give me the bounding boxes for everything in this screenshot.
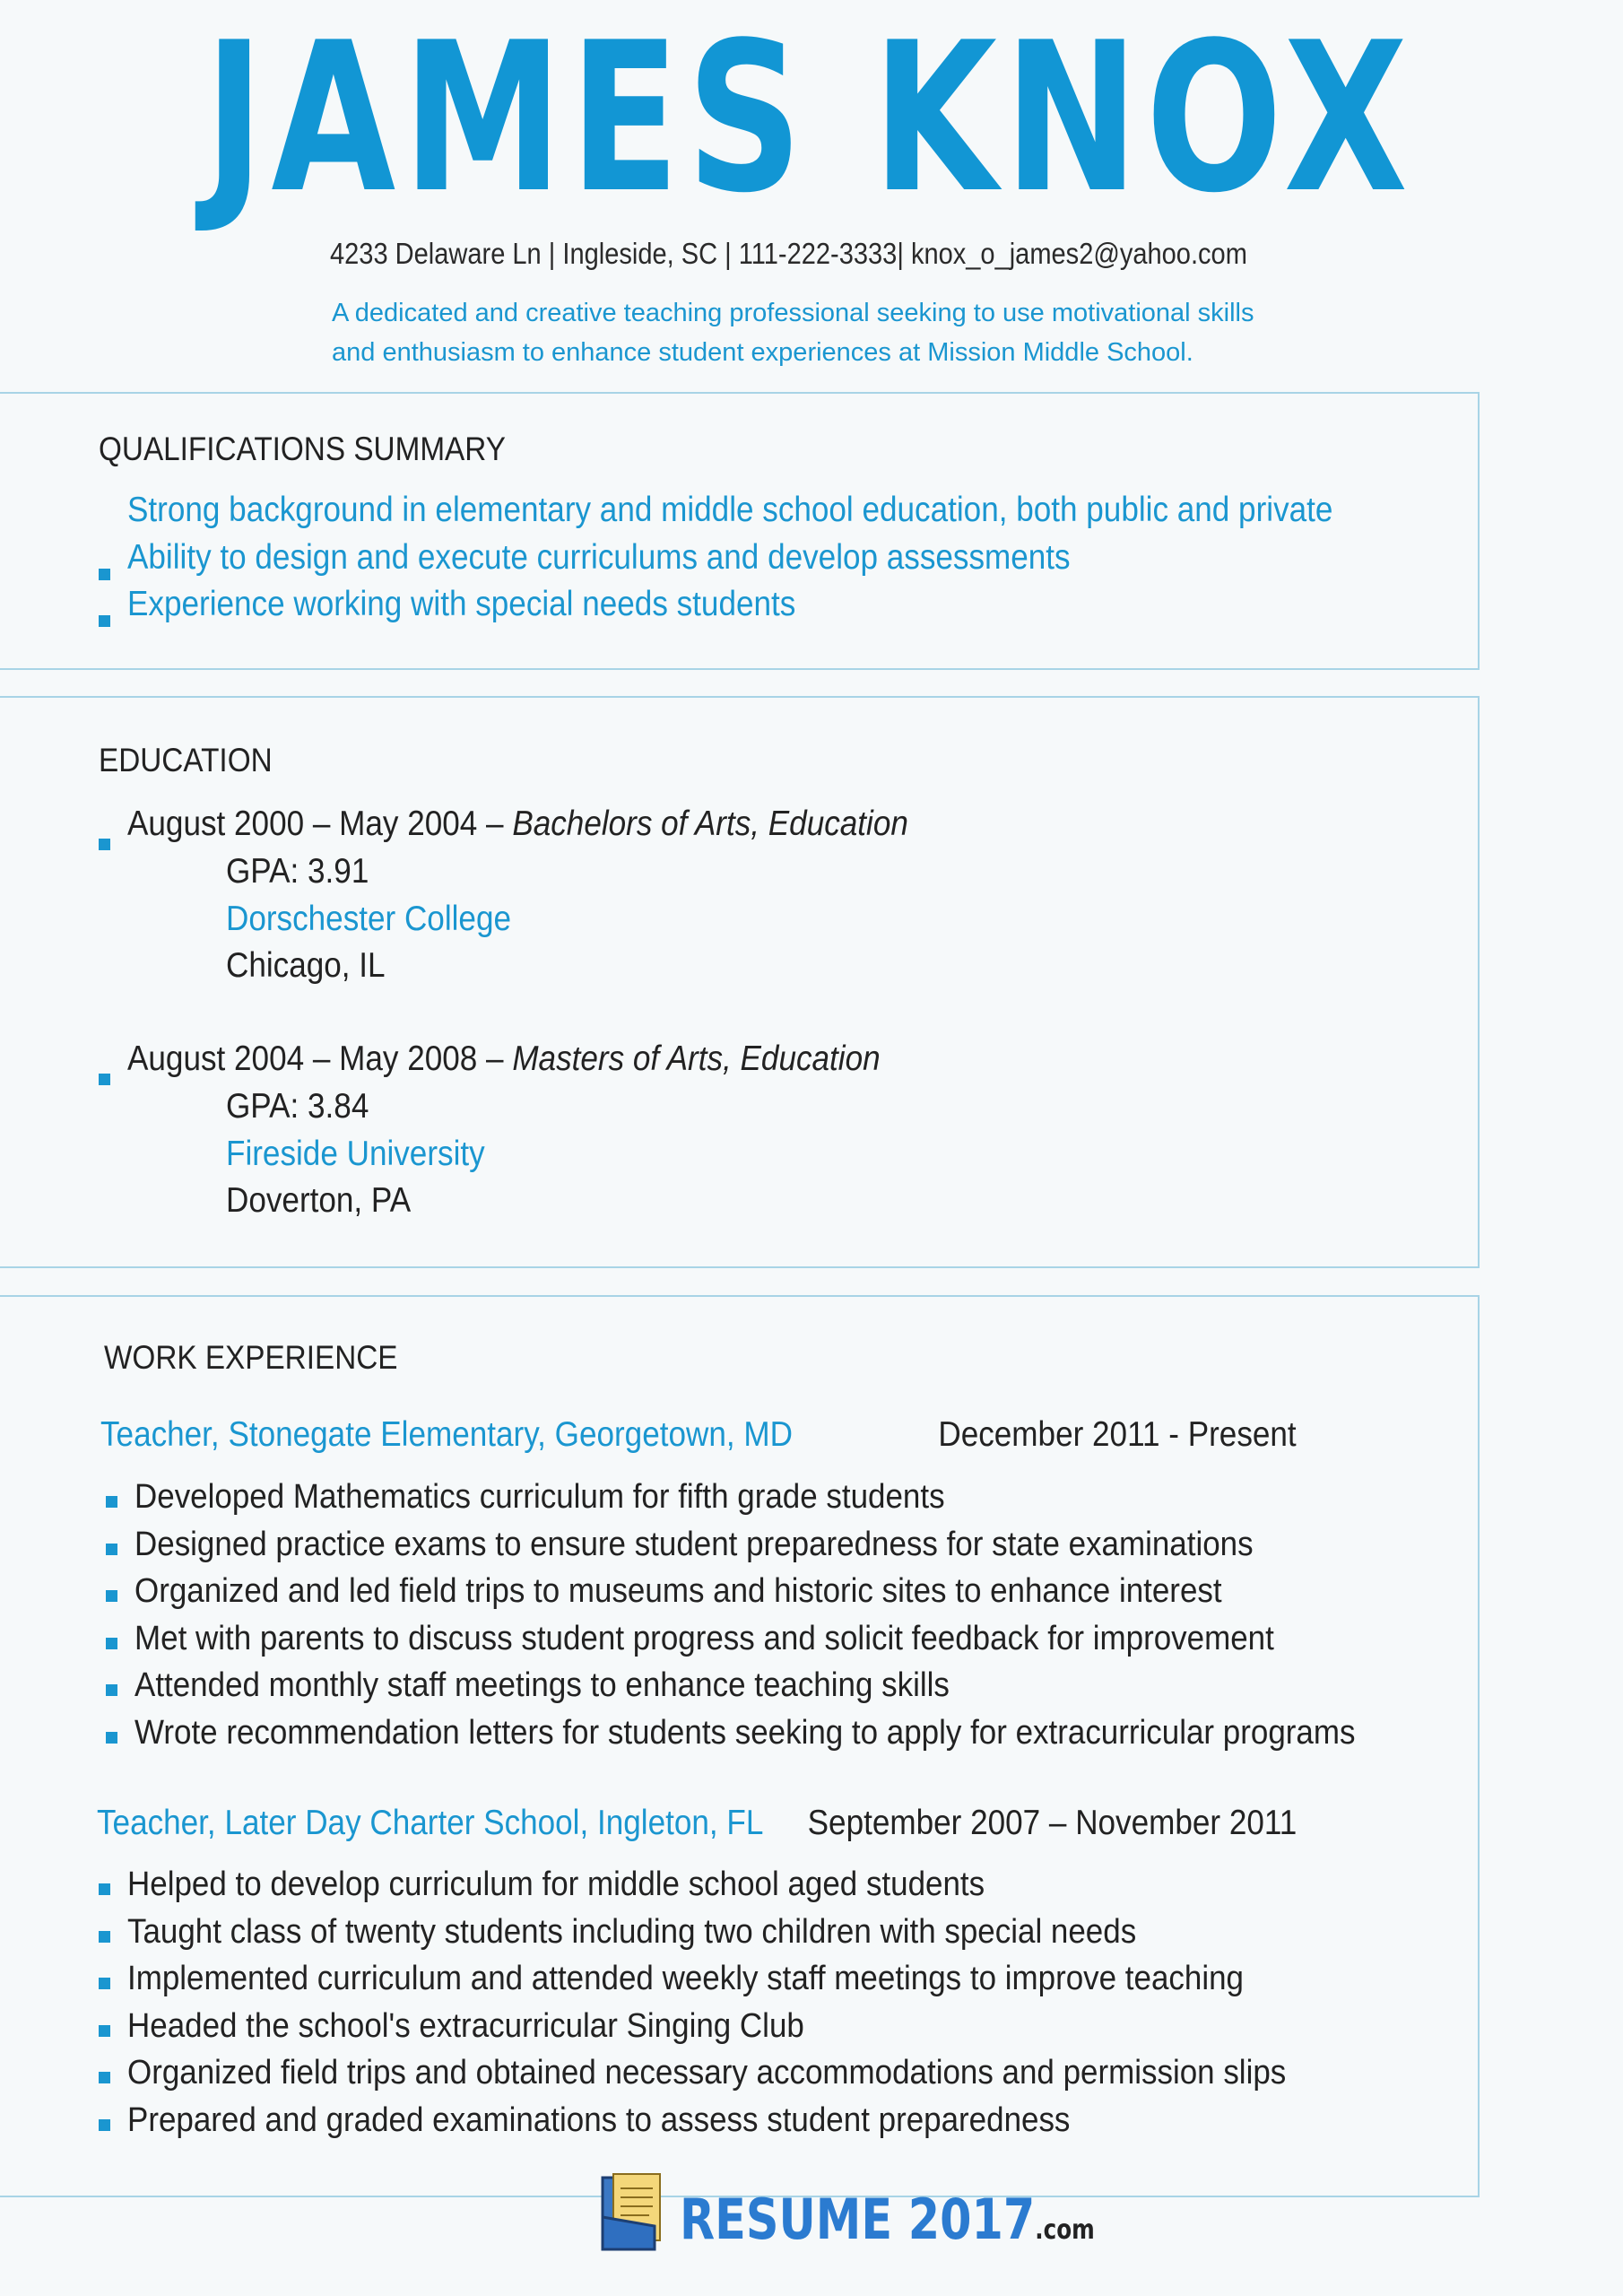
objective-line: and enthusiasm to enhance student experiences at Mission Middle School. bbox=[332, 338, 1193, 367]
bullet-square-icon bbox=[99, 839, 110, 850]
qualifications-section bbox=[0, 392, 1480, 670]
bullet-square-icon bbox=[99, 1883, 110, 1895]
objective bbox=[332, 293, 1363, 372]
qualification-item: Strong background in elementary and middle school education, both public and private bbox=[127, 491, 1333, 529]
bullet-square-icon bbox=[106, 1496, 117, 1508]
job-bullet: Organized and led field trips to museums and historic sites to enhance interest bbox=[135, 1572, 1222, 1610]
bullet-square-icon bbox=[99, 1074, 110, 1085]
contact-info: 4233 Delaware Ln | Ingleside, SC | 111-222-3333| knox_o_james2@yahoo.com bbox=[330, 237, 1247, 270]
bullet-square-icon bbox=[106, 1732, 117, 1744]
education-degree: Masters of Arts, Education bbox=[512, 1039, 881, 1078]
education-heading: EDUCATION bbox=[99, 742, 273, 778]
resume-logo bbox=[680, 2187, 1095, 2252]
job-bullet: Wrote recommendation letters for students seeking to apply for extracurricular programs bbox=[135, 1714, 1356, 1752]
job-dates: September 2007 – November 2011 bbox=[807, 1804, 1297, 1842]
job-bullet: Taught class of twenty students including two children with special needs bbox=[127, 1913, 1137, 1951]
job-dates: December 2011 - Present bbox=[938, 1415, 1297, 1454]
education-location: Chicago, IL bbox=[226, 946, 386, 985]
education-location: Doverton, PA bbox=[226, 1181, 412, 1220]
job-title: Teacher, Later Day Charter School, Ingleton, FL bbox=[97, 1804, 764, 1842]
work-section bbox=[0, 1295, 1480, 2197]
job-bullet: Designed practice exams to ensure student preparedness for state examinations bbox=[135, 1526, 1254, 1563]
job-bullet: Helped to develop curriculum for middle school aged students bbox=[127, 1866, 985, 1903]
bullet-square-icon bbox=[99, 615, 110, 627]
logo-suffix-text: .com bbox=[1035, 2214, 1095, 2246]
education-gpa: GPA: 3.84 bbox=[226, 1087, 369, 1126]
bullet-square-icon bbox=[99, 1931, 110, 1943]
candidate-name: JAMES KNOX bbox=[204, 0, 1415, 239]
bullet-square-icon bbox=[99, 1978, 110, 1989]
education-date-range: August 2000 – May 2004 – bbox=[127, 804, 513, 843]
objective-line: A dedicated and creative teaching professional seeking to use motivational skills bbox=[332, 299, 1254, 327]
education-date-range: August 2004 – May 2008 – bbox=[127, 1039, 513, 1078]
job-bullet: Met with parents to discuss student progress and solicit feedback for improvement bbox=[135, 1620, 1274, 1657]
job-bullet: Implemented curriculum and attended weekly staff meetings to improve teaching bbox=[127, 1960, 1244, 1997]
document-icon bbox=[599, 2172, 671, 2259]
job-bullet: Attended monthly staff meetings to enhance teaching skills bbox=[135, 1666, 950, 1704]
education-dates bbox=[127, 1039, 881, 1079]
qualifications-heading: QUALIFICATIONS SUMMARY bbox=[99, 430, 506, 467]
logo-main-text: RESUME 2017 bbox=[680, 2187, 1036, 2252]
work-heading: WORK EXPERIENCE bbox=[104, 1339, 398, 1376]
education-degree: Bachelors of Arts, Education bbox=[512, 804, 908, 843]
education-school: Fireside University bbox=[226, 1135, 485, 1173]
job-title: Teacher, Stonegate Elementary, Georgetown, MD bbox=[100, 1415, 793, 1454]
job-bullet: Organized field trips and obtained necessary accommodations and permission slips bbox=[127, 2054, 1287, 2092]
bullet-square-icon bbox=[99, 2025, 110, 2037]
bullet-square-icon bbox=[106, 1544, 117, 1555]
job-bullet: Developed Mathematics curriculum for fifth grade students bbox=[135, 1478, 945, 1516]
education-school: Dorschester College bbox=[226, 900, 511, 938]
education-gpa: GPA: 3.91 bbox=[226, 852, 369, 891]
bullet-square-icon bbox=[99, 569, 110, 580]
bullet-square-icon bbox=[99, 2119, 110, 2131]
bullet-square-icon bbox=[99, 2072, 110, 2083]
job-bullet: Headed the school's extracurricular Singing Club bbox=[127, 2007, 804, 2045]
bullet-square-icon bbox=[106, 1638, 117, 1649]
qualification-item: Experience working with special needs students bbox=[127, 585, 796, 623]
bullet-square-icon bbox=[106, 1684, 117, 1696]
education-section bbox=[0, 696, 1480, 1268]
education-dates bbox=[127, 804, 908, 844]
job-bullet: Prepared and graded examinations to assess student preparedness bbox=[127, 2101, 1071, 2139]
bullet-square-icon bbox=[106, 1590, 117, 1602]
qualification-item: Ability to design and execute curriculums and develop assessments bbox=[127, 538, 1071, 577]
